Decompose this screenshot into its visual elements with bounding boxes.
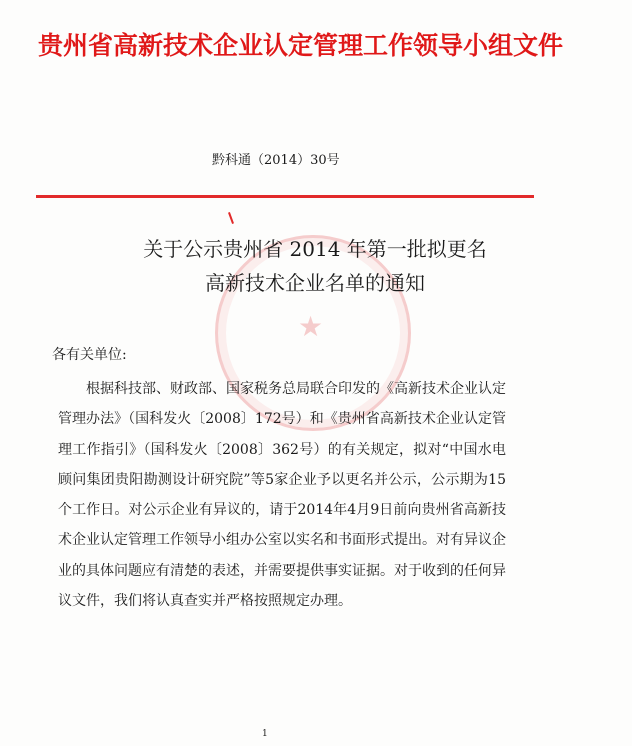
body-paragraph: 根据科技部、财政部、国家税务总局联合印发的《高新技术企业认定管理办法》（国科发火〔2008〕172号）和《贵州省高新技术企业认定管理工作指引》（国科发火〔2008〕362号）的有关规定，拟对“中国水电顾问集团贵阳勘测设计研究院”等5家企业予以更名并公示，公示期为15个工作日。对公示企业有异议的，请于2014年4月9日前向贵州省高新技术企业认定管理工作领导小组办公室以实名和书面形式提出。对有异议企业的具体问题应有清楚的表述，并需要提供事实证据。对于收到的任何异议文件，我们将认真查实并严格按照规定办理。 (58, 381, 506, 610)
notice-title-line2: 高新技术企业名单的通知 (205, 271, 425, 295)
salutation: 各有关单位: (52, 347, 127, 363)
page-number: 1 (262, 729, 268, 739)
document-number: 黔科通（2014）30号 (212, 153, 340, 168)
seal-star-icon: ★ (298, 310, 324, 343)
notice-title (50, 232, 580, 300)
show-through-text (360, 0, 620, 140)
notice-title-line1: 关于公示贵州省 2014 年第一批拟更名 (143, 237, 487, 261)
red-divider-line (36, 195, 534, 198)
red-mark (228, 212, 234, 224)
header-title: 贵州省高新技术企业认定管理工作领导小组文件 (38, 31, 564, 60)
